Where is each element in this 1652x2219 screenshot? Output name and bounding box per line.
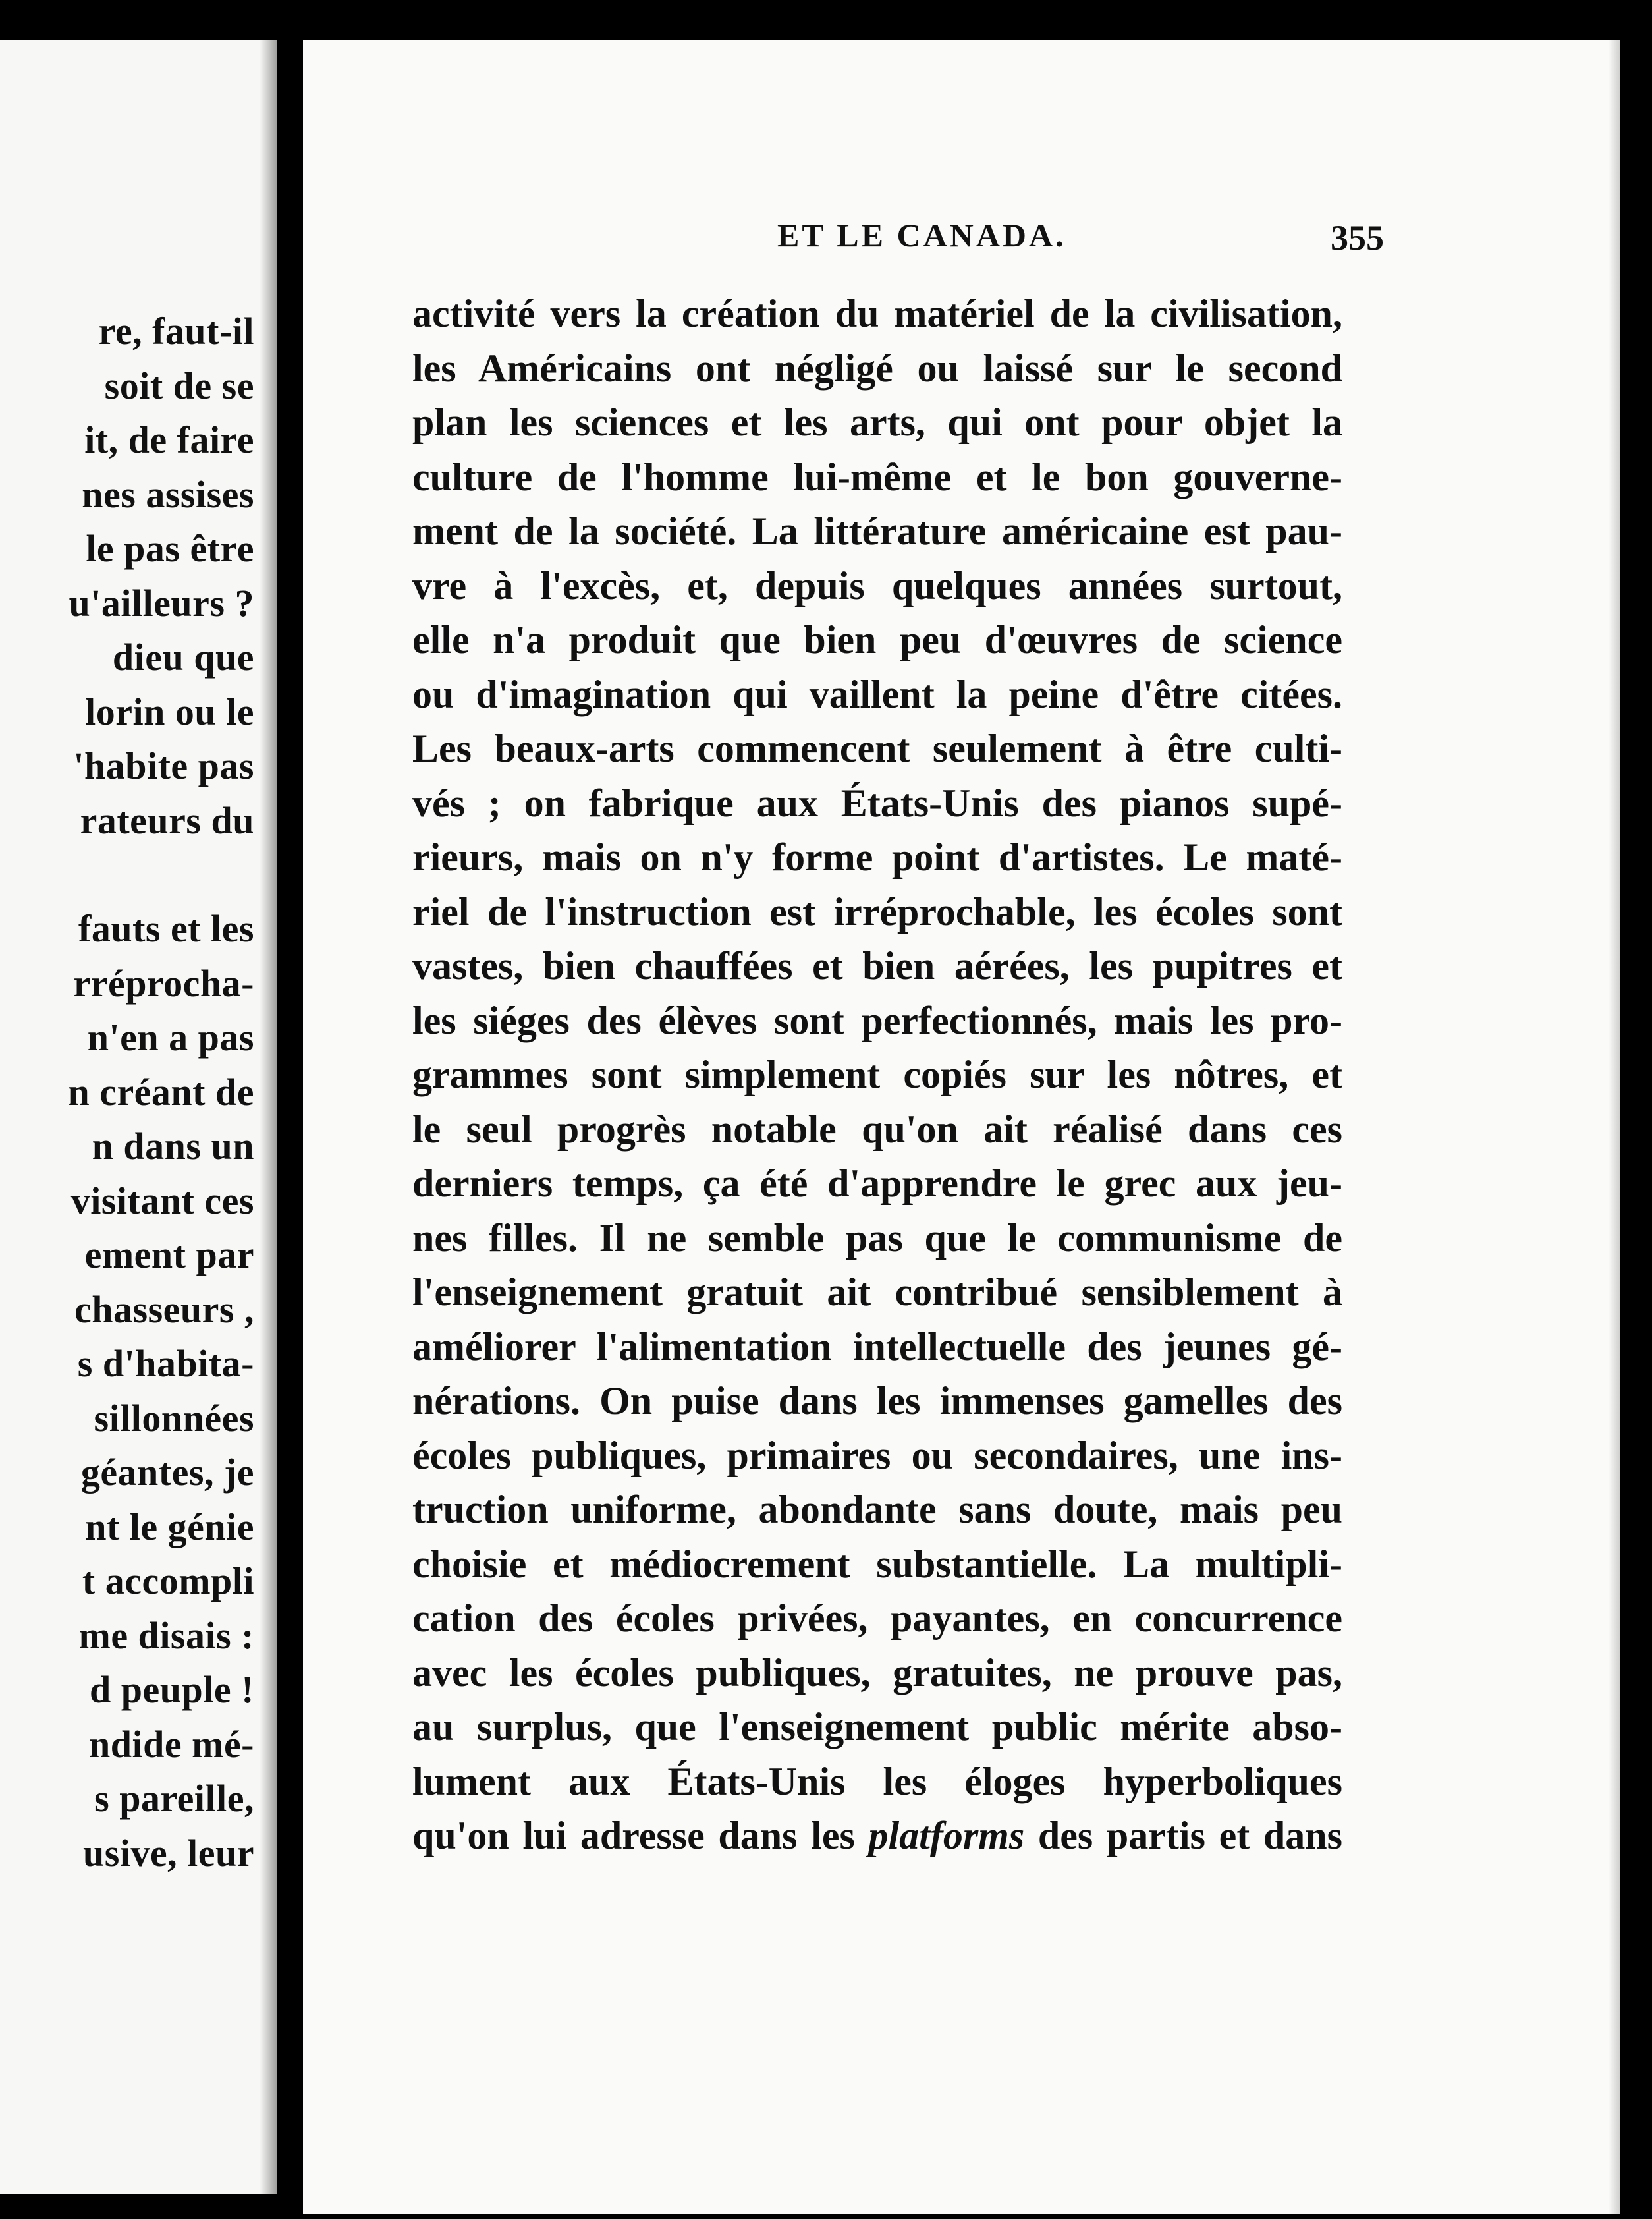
text-line: rateurs du: [80, 799, 254, 842]
left-page: [0, 40, 277, 2194]
text-line: fauts et les: [78, 907, 254, 950]
text-line: n créant de: [68, 1070, 254, 1113]
text-line: vre à l'excès, et, depuis quelques années surtout,: [412, 563, 1342, 607]
text-line: ment de la société. La littérature américaine est pau-: [412, 509, 1342, 553]
text-line: nes assises: [82, 472, 254, 516]
text-line: sillonnées: [94, 1396, 254, 1440]
text-line: elle n'a produit que bien peu d'œuvres de science: [412, 618, 1342, 661]
text-line: usive, leur: [82, 1831, 254, 1874]
text-line: u'ailleurs ?: [69, 581, 254, 625]
text-line: truction uniforme, abondante sans doute, mais peu: [412, 1488, 1342, 1531]
text-line: chasseurs ,: [74, 1287, 254, 1331]
text-line: Les beaux-arts commencent seulement à être culti-: [412, 727, 1342, 770]
text-line: ndide mé-: [89, 1722, 254, 1766]
text-line: vés ; on fabrique aux États-Unis des pianos supé-: [412, 781, 1342, 825]
text-line: lument aux États-Unis les éloges hyperboliques: [412, 1759, 1342, 1803]
text-line: le seul progrès notable qu'on ait réalisé dans ces: [412, 1107, 1342, 1151]
paragraph-gap: [68, 848, 254, 902]
text-line: visitant ces: [70, 1179, 254, 1222]
text-line: d peuple !: [90, 1668, 254, 1711]
text-line: écoles publiques, primaires ou secondaires, une ins-: [412, 1433, 1342, 1477]
text-line: ement par: [84, 1233, 254, 1276]
text-line: soit de se: [104, 364, 254, 407]
text-line: avec les écoles publiques, gratuites, ne prouve pas,: [412, 1650, 1342, 1695]
italic-term: platforms: [868, 1814, 1025, 1857]
text-line: dieu que: [112, 636, 254, 679]
text-line: nérations. On puise dans les immenses gamelles des: [412, 1379, 1342, 1422]
text-line: culture de l'homme lui-même et le bon gouverne-: [412, 455, 1342, 499]
text-line: s pareille,: [94, 1777, 254, 1820]
text-line: cation des écoles privées, payantes, en concurrence: [412, 1596, 1342, 1640]
text-line: nt le génie: [85, 1505, 254, 1548]
text-line: n'en a pas: [87, 1016, 254, 1059]
text-segment: des partis et dans: [1024, 1814, 1342, 1857]
text-line: nes filles. Il ne semble pas que le communisme de: [412, 1216, 1342, 1260]
text-line: lorin ou le: [85, 690, 254, 733]
running-head: ET LE CANADA.: [777, 217, 1066, 254]
page-number: 355: [1331, 218, 1384, 258]
text-line: rréprocha-: [73, 961, 254, 1005]
text-line: géantes, je: [80, 1451, 254, 1494]
text-line: re, faut-il: [98, 310, 254, 352]
body-text: [412, 287, 1342, 1863]
text-line: me disais :: [78, 1614, 254, 1657]
fold-shadow: [260, 40, 277, 2194]
text-line: ou d'imagination qui vaillent la peine d'être citées.: [412, 672, 1342, 716]
text-line: grammes sont simplement copiés sur les nôtres, et: [412, 1053, 1342, 1096]
text-line: l'enseignement gratuit ait contribué sensiblement à: [412, 1270, 1342, 1314]
text-line: choisie et médiocrement substantielle. La multipli-: [412, 1542, 1342, 1586]
text-line: au surplus, que l'enseignement public mérite abso-: [412, 1705, 1342, 1749]
text-line: 'habite pas: [73, 744, 254, 787]
text-line: riel de l'instruction est irréprochable, les écoles sont: [412, 889, 1342, 934]
text-line: s d'habita-: [77, 1342, 254, 1385]
text-line: les Américains ont négligé ou laissé sur le second: [412, 346, 1342, 390]
text-line: rieurs, mais on n'y forme point d'artistes. Le maté-: [412, 835, 1342, 879]
text-line: plan les sciences et les arts, qui ont pour objet la: [412, 401, 1342, 444]
text-line-last: [412, 1809, 1342, 1863]
text-line: vastes, bien chauffées et bien aérées, les pupitres et: [412, 944, 1342, 988]
text-line: derniers temps, ça été d'apprendre le grec aux jeu-: [412, 1162, 1342, 1205]
text-line: it, de faire: [84, 418, 254, 461]
text-line: n dans un: [92, 1125, 254, 1167]
text-line: améliorer l'alimentation intellectuelle des jeunes gé-: [412, 1324, 1342, 1368]
text-segment: qu'on lui adresse dans les: [412, 1814, 869, 1857]
text-line: le pas être: [86, 527, 254, 570]
text-line: les siéges des élèves sont perfectionnés, mais les pro-: [412, 998, 1342, 1042]
text-line: activité vers la création du matériel de la civilisation,: [412, 292, 1342, 335]
left-page-text: [68, 304, 254, 1880]
page-edge-shadow: [1609, 40, 1620, 2214]
text-line: t accompli: [82, 1559, 254, 1602]
book-gutter: [277, 40, 303, 2194]
right-page: [303, 40, 1620, 2214]
